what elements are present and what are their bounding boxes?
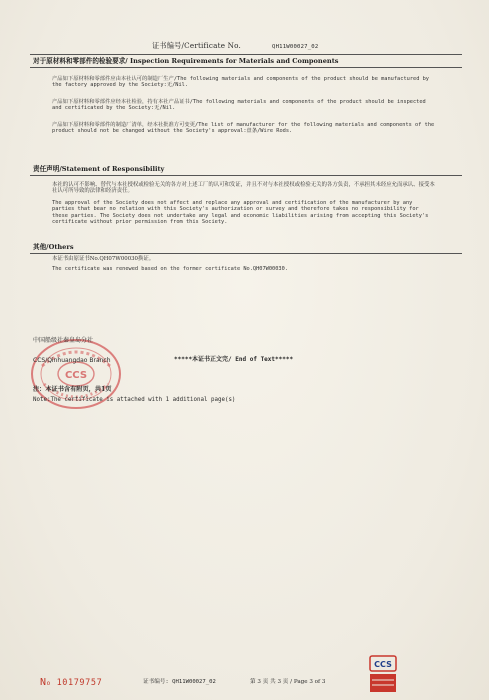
footer-page-number: 第 3 页 共 3 页 / Page 3 of 3 — [250, 679, 326, 685]
certificate-number: QH11W00027_02 — [272, 44, 319, 50]
serial-number: No 10179757 — [40, 677, 103, 688]
end-of-text: *****本证书正文完/ End of Text***** — [174, 356, 294, 363]
inspection-paragraph-1: 产品如下原材料和零部件应由本社认可的制造厂生产/The following materials and components of the product should be manufactured by the factory approved by the Society:无/Nil. — [52, 76, 429, 89]
certificate-label: 证书编号/Certificate No. — [152, 41, 242, 50]
responsibility-cn: 本社的认可不影响、替代与本社授权或检验无关的各方对上述工厂的认可和发证，并且不对与本社授权或检验无关的各方负责，不承担其未经应允而承认、接受本社认可所导致的法律和经济责任。 — [52, 182, 435, 195]
certificate-header — [152, 42, 318, 51]
footer-certificate-no: 证书编号: QH11W00027_02 — [143, 679, 216, 685]
inspection-paragraph-3: 产品如下原材料和零部件的制造厂清单，经本社批准方可变更/The list of manufacturer for the following materials and components of the product should not be changed without the Society's approval:盘条/Wire Rods. — [52, 122, 435, 135]
header-rule — [30, 54, 462, 55]
issuer-cn: 中国船级社秦皇岛分社 — [33, 337, 94, 344]
note-en: Note:The certificate is attached with 1 additional page(s) — [33, 397, 236, 403]
note-cn: 注：本证书含有附页，共1页 — [33, 386, 112, 393]
responsibility-rule — [30, 175, 462, 176]
others-cn: 本证书由原证书No.QH07W00030换证。 — [52, 256, 155, 262]
serial-prefix: N — [40, 677, 47, 688]
others-en: The certificate was renewed based on the former certificate No.QH07W00030. — [52, 266, 288, 272]
responsibility-title: 责任声明/Statement of Responsibility — [33, 165, 165, 173]
inspection-title: 对于原材料和零部件的检验要求/ Inspection Requirements for Materials and Components — [33, 57, 339, 65]
ccs-logo — [368, 654, 398, 694]
svg-text:CCS: CCS — [374, 660, 392, 669]
stamp-text: CCS — [64, 370, 88, 381]
others-rule — [30, 253, 462, 254]
responsibility-en: The approval of the Society does not affect and replace any approval and certification of the manufacturer by any parties that bear no relation with this Society's authorization or survey and therefore takes no responsibility for these parties. The Society does not undertake any legal and economic liabilities arising from accepting this Society's certificate without prior permission from this Society. — [52, 200, 429, 226]
issuer-en: CCS/Qinhuangdao Branch — [33, 357, 111, 364]
inspection-rule — [30, 67, 462, 68]
inspection-paragraph-2: 产品如下原材料和零部件应经本社检验，持有本社产品证书/The following materials and components of the product should be inspected and certificated by the Society:无/Nil. — [52, 99, 426, 112]
others-title: 其他/Others — [33, 243, 74, 251]
